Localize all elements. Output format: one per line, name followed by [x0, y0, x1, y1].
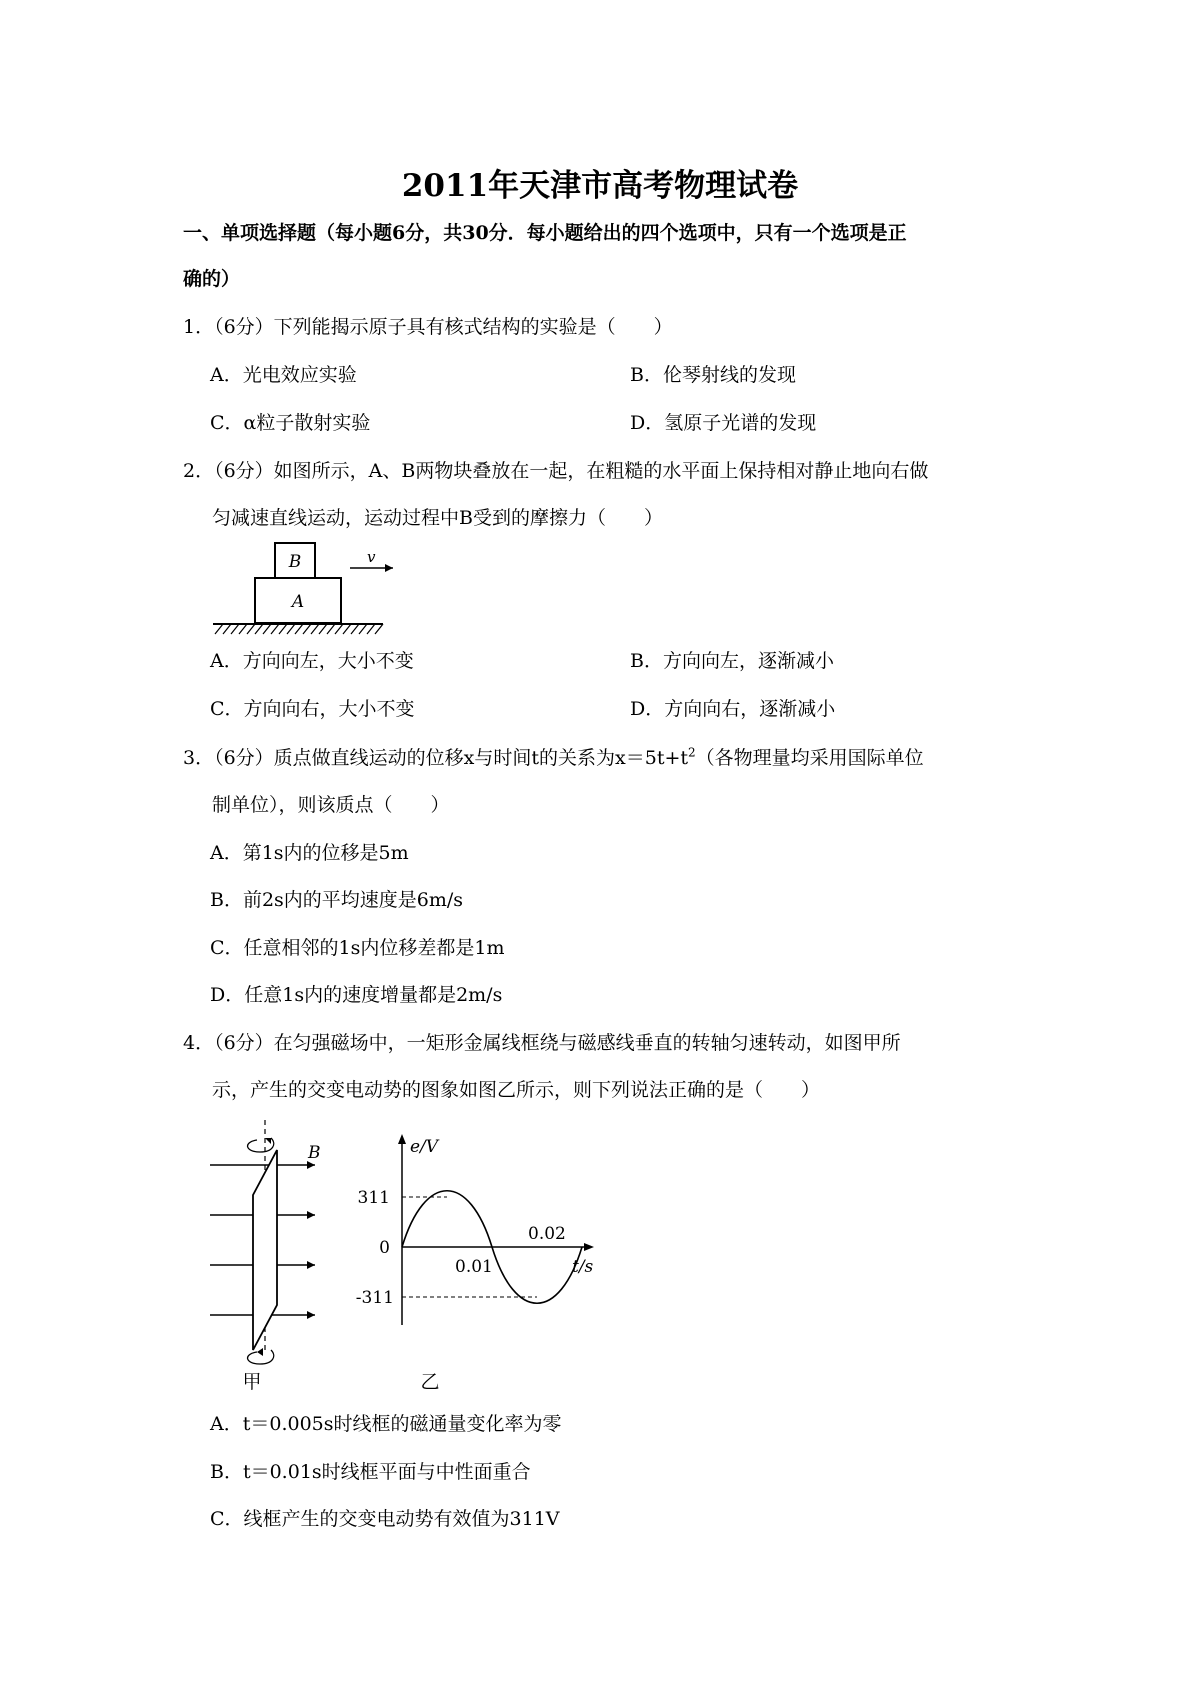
- x-tick-001: 0.01: [455, 1257, 493, 1277]
- rotation-arrowhead-top: [265, 1138, 271, 1144]
- q1-option-c: C．α粒子散射实验: [210, 412, 371, 434]
- velocity-label: v: [367, 548, 376, 566]
- e-axis-arrowhead: [398, 1134, 406, 1144]
- e-axis-label: e/V: [410, 1137, 439, 1157]
- q3-option-b: B．前2s内的平均速度是6m/s: [210, 889, 464, 911]
- q2-option-c: C．方向向右，大小不变: [210, 698, 415, 720]
- q3-stem-line1: [183, 746, 924, 770]
- q4-figure-jia: [205, 1120, 345, 1390]
- t-axis-label: t/s: [572, 1257, 594, 1277]
- field-arrowheads: [307, 1161, 315, 1319]
- q3-exponent: 2: [688, 745, 696, 760]
- q3-stem-pre: 3．（6分）质点做直线运动的位移x与时间t的关系为x＝5t+t: [183, 747, 689, 769]
- q2-stem-line2: 匀减速直线运动，运动过程中B受到的摩擦力（ ）: [212, 507, 663, 529]
- q1-option-d: D．氢原子光谱的发现: [630, 412, 817, 434]
- q2-option-d: D．方向向右，逐渐减小: [630, 698, 836, 720]
- q3-stem-line2: 制单位），则该质点（ ）: [212, 794, 450, 816]
- page-title: 2011年天津市高考物理试卷: [401, 168, 799, 204]
- coil-frame: [253, 1150, 277, 1350]
- section-heading-line1: 一、单项选择题（每小题6分，共30分．每小题给出的四个选项中，只有一个选项是正: [183, 222, 907, 244]
- figure-jia-caption: 甲: [242, 1371, 262, 1390]
- q3-option-a: A．第1s内的位移是5m: [210, 842, 409, 864]
- q1-option-b: B．伦琴射线的发现: [630, 364, 796, 386]
- t-axis-arrowhead: [584, 1243, 594, 1251]
- q4-stem-line1: 4．（6分）在匀强磁场中，一矩形金属线框绕与磁感线垂直的转轴匀速转动，如图甲所: [183, 1032, 901, 1054]
- y-tick-0: 0: [379, 1238, 390, 1258]
- q2-stem-line1: 2．（6分）如图所示，A、B两物块叠放在一起，在粗糙的水平面上保持相对静止地向右做: [183, 460, 929, 482]
- q2-blocks-figure: [205, 540, 395, 638]
- q3-option-c: C．任意相邻的1s内位移差都是1m: [210, 937, 505, 959]
- q2-option-a: A．方向向左，大小不变: [210, 650, 414, 672]
- velocity-arrow-head: [385, 564, 393, 572]
- q1-stem: 1．（6分）下列能揭示原子具有核式结构的实验是（ ）: [183, 316, 673, 338]
- section-heading-line2: 确的）: [183, 268, 241, 290]
- ground-hatching: [215, 624, 383, 634]
- q4-option-c: C．线框产生的交变电动势有效值为311V: [210, 1508, 560, 1530]
- q4-figure-yi: [350, 1130, 620, 1390]
- x-tick-002: 0.02: [528, 1224, 566, 1244]
- figure-yi-caption: 乙: [420, 1371, 440, 1390]
- q4-option-b: B．t＝0.01s时线框平面与中性面重合: [210, 1461, 531, 1483]
- block-a-label: A: [291, 592, 305, 612]
- q4-option-a: A．t＝0.005s时线框的磁通量变化率为零: [210, 1413, 562, 1435]
- field-label: B: [308, 1143, 321, 1163]
- q2-option-b: B．方向向左，逐渐减小: [630, 650, 834, 672]
- rotation-arrowhead-bottom: [257, 1348, 263, 1356]
- y-tick-neg311: -311: [355, 1288, 394, 1308]
- q1-option-a: A．光电效应实验: [210, 364, 357, 386]
- q3-stem-post: （各物理量均采用国际单位: [695, 747, 924, 769]
- y-tick-311: 311: [357, 1188, 390, 1208]
- block-b-label: B: [288, 552, 302, 572]
- q3-option-d: D．任意1s内的速度增量都是2m/s: [210, 984, 503, 1006]
- q4-stem-line2: 示，产生的交变电动势的图象如图乙所示，则下列说法正确的是（ ）: [212, 1079, 821, 1101]
